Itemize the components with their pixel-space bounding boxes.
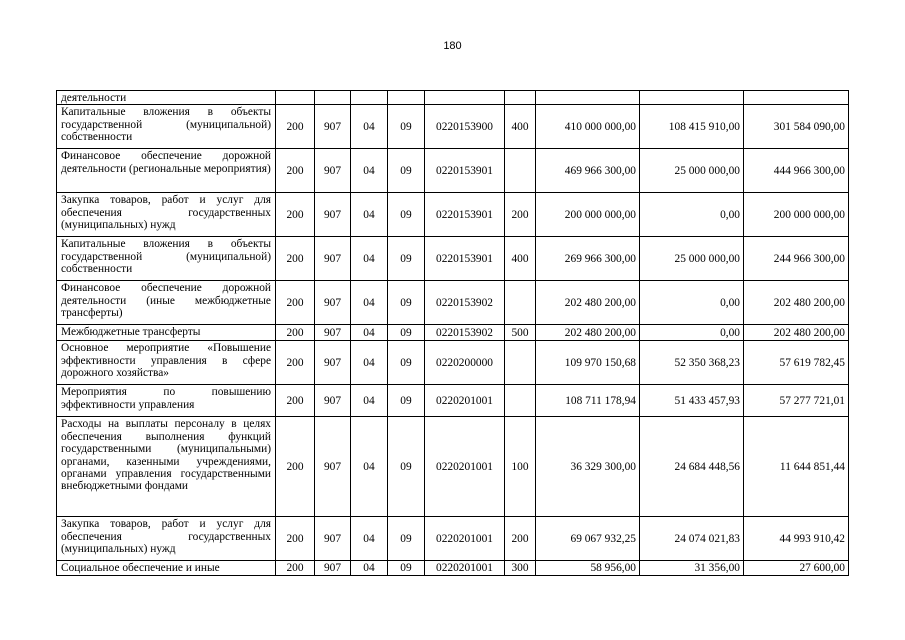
target-article-cell: 0220153901	[425, 237, 505, 281]
table-row	[57, 341, 849, 385]
subsection-code-cell: 09	[388, 149, 425, 193]
amount-cell-1: 108 711 178,94	[536, 385, 640, 417]
department-code-cell: 907	[315, 417, 351, 517]
section-code-cell	[351, 91, 388, 105]
expense-type-cell: 500	[505, 325, 536, 341]
amount-cell-3: 57 619 782,45	[744, 341, 849, 385]
grbs-code-cell: 200	[276, 193, 315, 237]
section-code-cell: 04	[351, 237, 388, 281]
section-code-cell: 04	[351, 325, 388, 341]
grbs-code-cell: 200	[276, 341, 315, 385]
amount-cell-2: 108 415 910,00	[640, 105, 744, 149]
grbs-code-cell: 200	[276, 237, 315, 281]
expense-type-cell	[505, 281, 536, 325]
expense-type-cell	[505, 149, 536, 193]
target-article-cell: 0220201001	[425, 517, 505, 561]
department-code-cell: 907	[315, 385, 351, 417]
target-article-cell: 0220153901	[425, 193, 505, 237]
table-row	[57, 237, 849, 281]
department-code-cell: 907	[315, 193, 351, 237]
department-code-cell: 907	[315, 325, 351, 341]
row-name-cell: Финансовое обеспечение дорожной деятельности (иные межбюджетные трансферты)	[57, 281, 276, 325]
grbs-code-cell: 200	[276, 561, 315, 575]
amount-cell-2: 0,00	[640, 193, 744, 237]
subsection-code-cell: 09	[388, 561, 425, 575]
target-article-cell	[425, 91, 505, 105]
department-code-cell: 907	[315, 149, 351, 193]
amount-cell-3: 301 584 090,00	[744, 105, 849, 149]
department-code-cell: 907	[315, 561, 351, 575]
table-body	[57, 91, 849, 576]
amount-cell-3: 444 966 300,00	[744, 149, 849, 193]
grbs-code-cell: 200	[276, 517, 315, 561]
amount-cell-2: 24 684 448,56	[640, 417, 744, 517]
target-article-cell: 0220200000	[425, 341, 505, 385]
amount-cell-2: 0,00	[640, 325, 744, 341]
subsection-code-cell: 09	[388, 341, 425, 385]
subsection-code-cell: 09	[388, 417, 425, 517]
table-row	[57, 325, 849, 341]
grbs-code-cell: 200	[276, 417, 315, 517]
amount-cell-1: 109 970 150,68	[536, 341, 640, 385]
row-name-cell: Капитальные вложения в объекты государственной (муниципальной) собственности	[57, 105, 276, 149]
grbs-code-cell: 200	[276, 325, 315, 341]
amount-cell-3: 202 480 200,00	[744, 325, 849, 341]
grbs-code-cell	[276, 91, 315, 105]
amount-cell-3: 27 600,00	[744, 561, 849, 575]
department-code-cell: 907	[315, 517, 351, 561]
grbs-code-cell: 200	[276, 105, 315, 149]
table-row	[57, 105, 849, 149]
subsection-code-cell: 09	[388, 385, 425, 417]
amount-cell-1: 69 067 932,25	[536, 517, 640, 561]
target-article-cell: 0220201001	[425, 561, 505, 575]
amount-cell-2: 25 000 000,00	[640, 237, 744, 281]
expense-type-cell: 400	[505, 237, 536, 281]
target-article-cell: 0220201001	[425, 385, 505, 417]
row-name-cell: Мероприятия по повышению эффективности управления	[57, 385, 276, 417]
expense-type-cell: 400	[505, 105, 536, 149]
section-code-cell: 04	[351, 281, 388, 325]
grbs-code-cell: 200	[276, 385, 315, 417]
target-article-cell: 0220153900	[425, 105, 505, 149]
expense-type-cell: 100	[505, 417, 536, 517]
section-code-cell: 04	[351, 105, 388, 149]
row-name-cell: деятельности	[57, 91, 276, 105]
expense-type-cell	[505, 385, 536, 417]
subsection-code-cell: 09	[388, 517, 425, 561]
row-name-cell: Межбюджетные трансферты	[57, 325, 276, 341]
expense-type-cell: 200	[505, 193, 536, 237]
amount-cell-1: 269 966 300,00	[536, 237, 640, 281]
department-code-cell	[315, 91, 351, 105]
amount-cell-1: 200 000 000,00	[536, 193, 640, 237]
row-name-cell: Закупка товаров, работ и услуг для обеспечения государственных (муниципальных) нужд	[57, 517, 276, 561]
expense-type-cell: 200	[505, 517, 536, 561]
amount-cell-3: 202 480 200,00	[744, 281, 849, 325]
amount-cell-1: 202 480 200,00	[536, 325, 640, 341]
expense-type-cell: 300	[505, 561, 536, 575]
row-name-cell: Финансовое обеспечение дорожной деятельности (региональные мероприятия)	[57, 149, 276, 193]
amount-cell-3: 11 644 851,44	[744, 417, 849, 517]
amount-cell-1: 410 000 000,00	[536, 105, 640, 149]
amount-cell-3	[744, 91, 849, 105]
grbs-code-cell: 200	[276, 149, 315, 193]
target-article-cell: 0220153902	[425, 281, 505, 325]
department-code-cell: 907	[315, 237, 351, 281]
subsection-code-cell	[388, 91, 425, 105]
department-code-cell: 907	[315, 281, 351, 325]
amount-cell-2: 25 000 000,00	[640, 149, 744, 193]
section-code-cell: 04	[351, 517, 388, 561]
expense-type-cell	[505, 341, 536, 385]
row-name-cell: Капитальные вложения в объекты государственной (муниципальной) собственности	[57, 237, 276, 281]
amount-cell-2: 31 356,00	[640, 561, 744, 575]
subsection-code-cell: 09	[388, 281, 425, 325]
row-name-cell: Закупка товаров, работ и услуг для обеспечения государственных (муниципальных) нужд	[57, 193, 276, 237]
target-article-cell: 0220153902	[425, 325, 505, 341]
target-article-cell: 0220153901	[425, 149, 505, 193]
amount-cell-3: 44 993 910,42	[744, 517, 849, 561]
row-name-cell: Расходы на выплаты персоналу в целях обеспечения выполнения функций государственными (муниципальными) органами, казенными учреждениями, органами управления государственными внебюджетными фондами	[57, 417, 276, 517]
table-row	[57, 561, 849, 575]
page-number: 180	[443, 40, 462, 52]
table-row	[57, 417, 849, 517]
amount-cell-2: 51 433 457,93	[640, 385, 744, 417]
table-row	[57, 281, 849, 325]
table-row	[57, 193, 849, 237]
grbs-code-cell: 200	[276, 281, 315, 325]
amount-cell-1: 469 966 300,00	[536, 149, 640, 193]
target-article-cell: 0220201001	[425, 417, 505, 517]
amount-cell-2: 52 350 368,23	[640, 341, 744, 385]
table-row	[57, 517, 849, 561]
row-name-cell: Основное мероприятие «Повышение эффективности управления в сфере дорожного хозяйства»	[57, 341, 276, 385]
section-code-cell: 04	[351, 149, 388, 193]
amount-cell-1: 58 956,00	[536, 561, 640, 575]
amount-cell-2	[640, 91, 744, 105]
section-code-cell: 04	[351, 341, 388, 385]
amount-cell-1	[536, 91, 640, 105]
table-row	[57, 149, 849, 193]
budget-table	[56, 90, 849, 576]
amount-cell-1: 202 480 200,00	[536, 281, 640, 325]
section-code-cell: 04	[351, 193, 388, 237]
amount-cell-3: 244 966 300,00	[744, 237, 849, 281]
amount-cell-2: 24 074 021,83	[640, 517, 744, 561]
amount-cell-3: 200 000 000,00	[744, 193, 849, 237]
amount-cell-2: 0,00	[640, 281, 744, 325]
section-code-cell: 04	[351, 385, 388, 417]
subsection-code-cell: 09	[388, 105, 425, 149]
table-row	[57, 91, 849, 105]
row-name-cell: Социальное обеспечение и иные	[57, 561, 276, 575]
section-code-cell: 04	[351, 561, 388, 575]
table-row	[57, 385, 849, 417]
section-code-cell: 04	[351, 417, 388, 517]
amount-cell-3: 57 277 721,01	[744, 385, 849, 417]
expense-type-cell	[505, 91, 536, 105]
subsection-code-cell: 09	[388, 237, 425, 281]
amount-cell-1: 36 329 300,00	[536, 417, 640, 517]
subsection-code-cell: 09	[388, 193, 425, 237]
subsection-code-cell: 09	[388, 325, 425, 341]
department-code-cell: 907	[315, 105, 351, 149]
department-code-cell: 907	[315, 341, 351, 385]
